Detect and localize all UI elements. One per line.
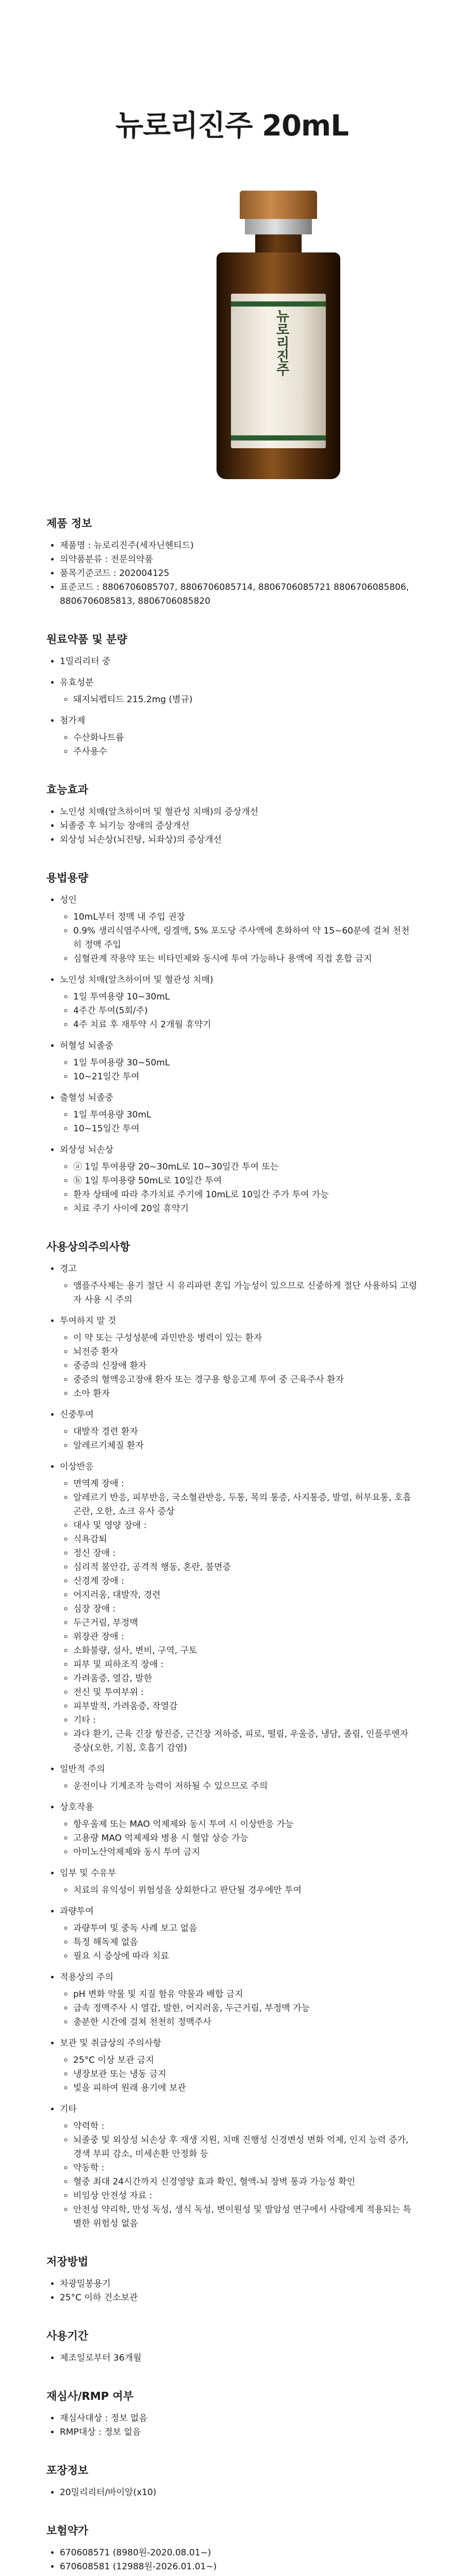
sub-item: ◦ 혈중 최대 24시간까지 신경영양 효과 확인, 혈액-뇌 장벽 통과 가능성 확인 bbox=[73, 2175, 418, 2189]
sub-item: ◦ 심리적 불안감, 공격적 행동, 혼란, 불면증 bbox=[73, 1561, 418, 1574]
list-item: • 25°C 이하 건소보관 bbox=[60, 2291, 418, 2305]
insurance-list bbox=[46, 2546, 418, 2574]
reevaluation-list bbox=[46, 2412, 418, 2439]
sub-item: ◦ 대발작 경련 환자 bbox=[73, 1425, 418, 1439]
list-item-label: 일반적 주의 bbox=[60, 1764, 105, 1774]
precautions-list bbox=[46, 1262, 418, 2231]
sub-item: ◦ 빛을 피하여 원래 용기에 보관 bbox=[73, 2081, 418, 2095]
sub-item: ◦ 필요 시 증상에 따라 치료 bbox=[73, 1950, 418, 1963]
sub-item: ◦ 특정 해독제 없음 bbox=[73, 1936, 418, 1950]
vial-cap bbox=[240, 191, 317, 219]
packaging-list bbox=[46, 2486, 418, 2500]
sub-item: ◦ 고용량 MAO 억제제와 병용 시 혈압 상승 가능 bbox=[73, 1832, 418, 1845]
sub-item: ◦ 1일 투여용량 10~30mL bbox=[73, 990, 418, 1004]
sub-item: ◦ 10~15일간 투여 bbox=[73, 1122, 418, 1136]
list-item bbox=[60, 1971, 418, 2029]
sub-item: ◦ 아미노산억제제와 동시 투여 금지 bbox=[73, 1845, 418, 1859]
sub-item: ◦ 뇌졸중 및 외상성 뇌손상 후 재생 지원, 치매 진행성 신경변성 변화 억제, 인지 능력 증가, 경색 부피 감소, 미세손환 안정화 등 bbox=[73, 2133, 418, 2161]
list-item-label: 이상반응 bbox=[60, 1462, 94, 1472]
section-heading: 원료약품 및 분량 bbox=[46, 633, 127, 646]
sub-item: ◦ 정신 장애 : bbox=[73, 1547, 418, 1561]
section-shelf-life bbox=[46, 2328, 418, 2365]
ingredients-list bbox=[46, 655, 418, 759]
list-item-label: 기타 bbox=[60, 2104, 77, 2114]
section-dosage bbox=[46, 870, 418, 1216]
list-item-label: 유효성분 bbox=[60, 677, 94, 688]
sub-item: ◦ 소아 환자 bbox=[73, 1387, 418, 1401]
sub-item: ◦ 두근거림, 부정맥 bbox=[73, 1616, 418, 1630]
section-heading: 효능효과 bbox=[46, 784, 89, 796]
sub-item: ◦ 면역계 장애 : bbox=[73, 1477, 418, 1491]
vial-label-text: 뉴로리진주 bbox=[274, 309, 289, 376]
list-item: • 외상성 뇌손상(뇌진탕, 뇌좌상)의 증상개선 bbox=[60, 833, 418, 847]
sub-item: ◦ pH 변화 약물 및 지질 함유 약물과 배합 금지 bbox=[73, 1988, 418, 2002]
section-efficacy bbox=[46, 782, 418, 847]
section-heading: 재심사/RMP 여부 bbox=[46, 2390, 134, 2402]
list-item: • 의약품분류 : 전문의약품 bbox=[60, 553, 418, 567]
sub-item: ◦ 운전이나 기계조작 능력이 저하될 수 있으므로 주의 bbox=[73, 1780, 418, 1793]
list-item: • 재심사대상 : 정보 없음 bbox=[60, 2412, 418, 2426]
sub-item: ◦ ⓐ 1일 투여용량 20~30mL로 10~30일간 투여 또는 bbox=[73, 1160, 418, 1174]
section-heading: 제품 정보 bbox=[46, 517, 92, 530]
section-insurance bbox=[46, 2522, 418, 2574]
sub-item: ◦ 약력학 : bbox=[73, 2120, 418, 2133]
sub-item: ◦ 피부발적, 가려움증, 작열감 bbox=[73, 1700, 418, 1714]
sub-item: ◦ 4주간 투여(5회/주) bbox=[73, 1004, 418, 1018]
list-item: • 제품명 : 뉴로리진주(세자닌헨티드) bbox=[60, 539, 418, 553]
storage-list bbox=[46, 2277, 418, 2305]
vial-label-band bbox=[231, 301, 326, 307]
list-item bbox=[60, 1314, 418, 1401]
list-item bbox=[60, 1408, 418, 1453]
section-packaging bbox=[46, 2462, 418, 2500]
list-item-label: 허혈성 뇌졸중 bbox=[60, 1041, 113, 1051]
list-item bbox=[60, 1762, 418, 1793]
list-item bbox=[60, 1905, 418, 1963]
sub-item: ◦ 어지러움, 대발작, 경련 bbox=[73, 1588, 418, 1602]
efficacy-list bbox=[46, 805, 418, 847]
sub-item: ◦ 전신 및 투여부위 : bbox=[73, 1686, 418, 1700]
sub-item: ◦ 중증의 신장애 환자 bbox=[73, 1359, 418, 1373]
list-item-label: 상호작용 bbox=[60, 1802, 94, 1812]
sub-item: ◦ 중증의 혈액응고장애 환자 또는 경구용 항응고제 투여 중 근육주사 환자 bbox=[73, 1373, 418, 1387]
list-item bbox=[60, 1867, 418, 1897]
vial-illustration bbox=[217, 191, 340, 479]
list-item-label: 노인성 치매(알츠하이머 및 혈관성 치매) bbox=[60, 975, 213, 985]
list-item-label: 적용상의 주의 bbox=[60, 1972, 113, 1982]
sub-item: ◦ 소화불량, 설사, 변비, 구역, 구토 bbox=[73, 1644, 418, 1658]
sub-item: ◦ 치료의 유익성이 위험성을 상회한다고 판단될 경우에만 투여 bbox=[73, 1884, 418, 1897]
sub-item: ◦ 주사용수 bbox=[73, 745, 418, 759]
list-item-label: 성인 bbox=[60, 895, 77, 905]
section-heading: 용법용량 bbox=[46, 872, 89, 884]
sub-item: ◦ 약동학 : bbox=[73, 2161, 418, 2175]
vial-neck bbox=[255, 234, 302, 252]
list-item bbox=[60, 2103, 418, 2231]
list-item bbox=[60, 1801, 418, 1859]
list-item-label: 보관 및 취급상의 주의사항 bbox=[60, 2038, 161, 2048]
section-heading: 저장방법 bbox=[46, 2256, 89, 2268]
sub-item: ◦ 알레르기 반응, 피부반응, 국소혈관반응, 두통, 목의 통증, 사지통증, 발열, 허부요통, 호흡곤란, 오한, 쇼크 유사 증상 bbox=[73, 1491, 418, 1519]
sub-item: ◦ 위장관 장애 : bbox=[73, 1630, 418, 1644]
list-item bbox=[60, 1460, 418, 1755]
sub-item: ◦ 피부 및 피하조직 장애 : bbox=[73, 1658, 418, 1672]
sub-item: ◦ 10~21일간 투여 bbox=[73, 1070, 418, 1084]
list-item bbox=[60, 714, 418, 759]
list-item bbox=[60, 1039, 418, 1084]
sub-item: ◦ 0.9% 생리식염주사액, 링겔액, 5% 포도당 주사액에 혼화하여 약 15~60분에 걸쳐 천천히 정맥 주입 bbox=[73, 924, 418, 952]
list-item: • 20밀리리터/바이알(x10) bbox=[60, 2486, 418, 2500]
sub-item: ◦ 돼지뇌펩티드 215.2mg (별규) bbox=[73, 693, 418, 707]
product-info-list bbox=[46, 539, 418, 608]
list-item-label: 경고 bbox=[60, 1264, 77, 1274]
list-item bbox=[60, 1091, 418, 1136]
list-item-label: 투여하지 말 것 bbox=[60, 1316, 117, 1326]
sub-item: ◦ 1일 투여용량 30~50mL bbox=[73, 1056, 418, 1070]
list-item bbox=[60, 973, 418, 1032]
sub-item: ◦ 대사 및 영양 장애 : bbox=[73, 1519, 418, 1533]
sub-item: ◦ 심장 장애 : bbox=[73, 1602, 418, 1616]
list-item: • 뇌졸중 후 뇌기능 장애의 증상개선 bbox=[60, 819, 418, 833]
section-storage bbox=[46, 2253, 418, 2305]
list-item-label: 과량투여 bbox=[60, 1906, 94, 1917]
list-item: • 표준코드 : 8806706085707, 8806706085714, 8806706085721 8806706085806, 8806706085813, 8806706085820 bbox=[60, 581, 418, 608]
section-reevaluation bbox=[46, 2388, 418, 2439]
sub-item: ◦ 가려움증, 열감, 발한 bbox=[73, 1672, 418, 1686]
list-item: • 670608581 (12988원-2026.01.01~) bbox=[60, 2560, 418, 2574]
list-item bbox=[60, 2037, 418, 2095]
section-heading: 사용상의주의사항 bbox=[46, 1241, 130, 1253]
sub-item: ◦ 25°C 이상 보관 금지 bbox=[73, 2054, 418, 2067]
dosage-list bbox=[46, 893, 418, 1216]
list-item: • 품목기준코드 : 202004125 bbox=[60, 567, 418, 581]
sub-item: ◦ 과다 환기, 근육 긴장 항진증, 근긴장 저하증, 피로, 떨림, 우울증, 냉담, 졸림, 인플루엔자 증상(오한, 기침, 호흡기 감염) bbox=[73, 1727, 418, 1755]
sub-item: ◦ 급속 정맥주사 시 열감, 발한, 어지러움, 두근거림, 부정맥 가능 bbox=[73, 2002, 418, 2015]
sub-item: ◦ 안전성 약리학, 만성 독성, 생식 독성, 변이원성 및 발암성 연구에서 사람에게 적용되는 특별한 위험성 없음 bbox=[73, 2203, 418, 2231]
section-heading: 포장정보 bbox=[46, 2464, 89, 2477]
list-item bbox=[60, 893, 418, 966]
list-item: • 차광밀봉용기 bbox=[60, 2277, 418, 2291]
vial-crimp bbox=[245, 219, 312, 234]
section-product-info bbox=[46, 515, 418, 608]
sub-item: ◦ 식욕감퇴 bbox=[73, 1533, 418, 1547]
list-item-label: 임부 및 수유부 bbox=[60, 1868, 117, 1878]
list-item bbox=[60, 676, 418, 707]
product-image bbox=[46, 170, 418, 500]
sub-item: ◦ 기타 : bbox=[73, 1714, 418, 1727]
list-item-label: 출혈성 뇌졸중 bbox=[60, 1093, 113, 1103]
vial-label-band bbox=[231, 435, 326, 440]
list-item: • 670608571 (8980원-2020.08.01~) bbox=[60, 2546, 418, 2560]
sub-item: ◦ 앰플주사제는 용기 절단 시 유리파편 혼입 가능성이 있으므로 신중하게 절단 사용하되 고령자 사용 시 주의 bbox=[73, 1279, 418, 1307]
sub-item: ◦ ⓑ 1일 투여용량 50mL로 10일간 투여 bbox=[73, 1174, 418, 1188]
sub-item: ◦ 10mL부터 정맥 내 주입 권장 bbox=[73, 910, 418, 924]
sub-item: ◦ 이 약 또는 구성성분에 과민반응 병력이 있는 환자 bbox=[73, 1331, 418, 1345]
sub-item: ◦ 심혈관계 작용약 또는 비타민제와 동시에 투여 가능하나 용액에 직접 혼합 금지 bbox=[73, 952, 418, 966]
list-item: • 제조일로부터 36개월 bbox=[60, 2351, 418, 2365]
sub-item: ◦ 충분한 시간에 걸쳐 천천히 정맥주사 bbox=[73, 2015, 418, 2029]
section-heading: 사용기간 bbox=[46, 2330, 89, 2342]
list-item bbox=[60, 655, 418, 669]
section-heading: 보험약가 bbox=[46, 2524, 89, 2537]
sub-item: ◦ 수산화나트륨 bbox=[73, 731, 418, 745]
sub-item: ◦ 환자 상태에 따라 추가치료 주기에 10mL로 10일간 주가 투여 가능 bbox=[73, 1188, 418, 1202]
list-item-label: 신중투여 bbox=[60, 1410, 94, 1420]
list-item-label: 첨가제 bbox=[60, 716, 86, 726]
section-precautions bbox=[46, 1239, 418, 2231]
sub-item: ◦ 치료 주기 사이에 20일 휴약기 bbox=[73, 1202, 418, 1216]
list-item: • 노인성 치매(알츠하이머 및 혈관성 치매)의 증상개선 bbox=[60, 805, 418, 819]
list-item bbox=[60, 1262, 418, 1307]
list-item: • RMP대상 : 정보 없음 bbox=[60, 2426, 418, 2439]
sub-item: ◦ 4주 치료 후 재투약 시 2개월 휴약기 bbox=[73, 1018, 418, 1032]
sub-item: ◦ 1일 투여용량 30mL bbox=[73, 1108, 418, 1122]
sub-item: ◦ 항우울제 또는 MAO 억제제와 동시 투여 시 이상반응 가능 bbox=[73, 1818, 418, 1832]
section-ingredients bbox=[46, 631, 418, 759]
sub-item: ◦ 알레르기체질 환자 bbox=[73, 1439, 418, 1453]
sub-item: ◦ 냉장보관 또는 냉동 금지 bbox=[73, 2067, 418, 2081]
sub-item: ◦ 신경계 장애 : bbox=[73, 1574, 418, 1588]
sub-item: ◦ 비임상 안전성 자료 : bbox=[73, 2189, 418, 2203]
sub-item: ◦ 뇌전증 환자 bbox=[73, 1345, 418, 1359]
list-item-label: 외상성 뇌손상 bbox=[60, 1145, 113, 1155]
list-item bbox=[60, 1143, 418, 1216]
sub-item: ◦ 과량투여 및 중독 사례 보고 없음 bbox=[73, 1922, 418, 1936]
page-title: 뉴로리진주 20mL bbox=[115, 109, 349, 143]
shelf-life-list bbox=[46, 2351, 418, 2365]
list-item-label: 1밀리리터 중 bbox=[60, 656, 111, 667]
